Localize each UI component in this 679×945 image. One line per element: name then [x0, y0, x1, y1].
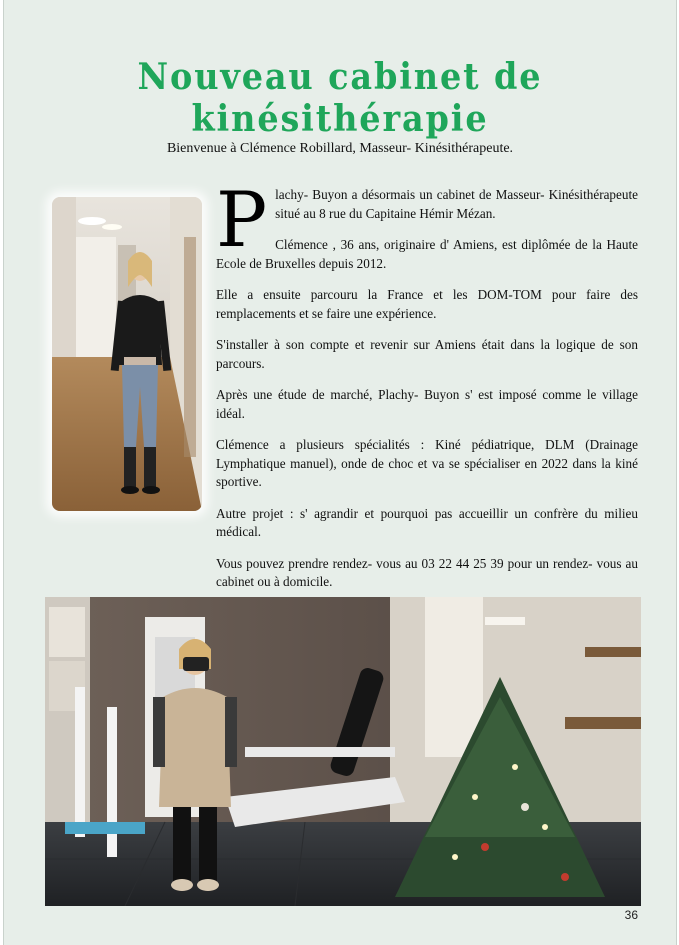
article-paragraph: S'installer à son compte et revenir sur Amiens était dans la logique de son parcours. [216, 337, 638, 371]
magazine-page [3, 0, 677, 945]
article-paragraph: Clémence a plusieurs spécialités : Kiné pédiatrique, DLM (Drainage Lymphatique manuel), onde de choc et va se spécialiser en 2022 dans la kiné sportive. [216, 437, 638, 489]
article-paragraph: Plachy- Buyon a désormais un cabinet de Masseur- Kinésithérapeute situé au 8 rue du Capitaine Hémir Mézan. [216, 175, 638, 264]
article-paragraph: Elle a ensuite parcouru la France et les DOM-TOM pour faire des remplacements et se faire une expérience. [216, 287, 638, 321]
article-body [216, 175, 638, 636]
portrait-photo [52, 197, 202, 511]
drop-cap: P [216, 175, 268, 264]
page-title: Nouveau cabinet de kinésithérapie [137, 56, 543, 140]
article-paragraph: Autre projet : s' agrandir et pourquoi pas accueillir un confrère du milieu médical. [216, 505, 638, 539]
article-paragraph: Clémence , 36 ans, originaire d' Amiens, est diplômée de la Haute Ecole de Bruxelles depuis 2012. [216, 237, 638, 271]
article-paragraph: Après une étude de marché, Plachy- Buyon s' est imposé comme le village idéal. [216, 387, 638, 421]
article-paragraph: Vous pouvez prendre rendez- vous au 03 22 44 25 39 pour un rendez- vous au cabinet ou à domicile. [216, 555, 638, 589]
cabinet-photo [45, 597, 641, 906]
welcome-line: Bienvenue à Clémence Robillard, Masseur- Kinésithérapeute. [166, 141, 514, 156]
page-number: 36 [624, 908, 638, 922]
